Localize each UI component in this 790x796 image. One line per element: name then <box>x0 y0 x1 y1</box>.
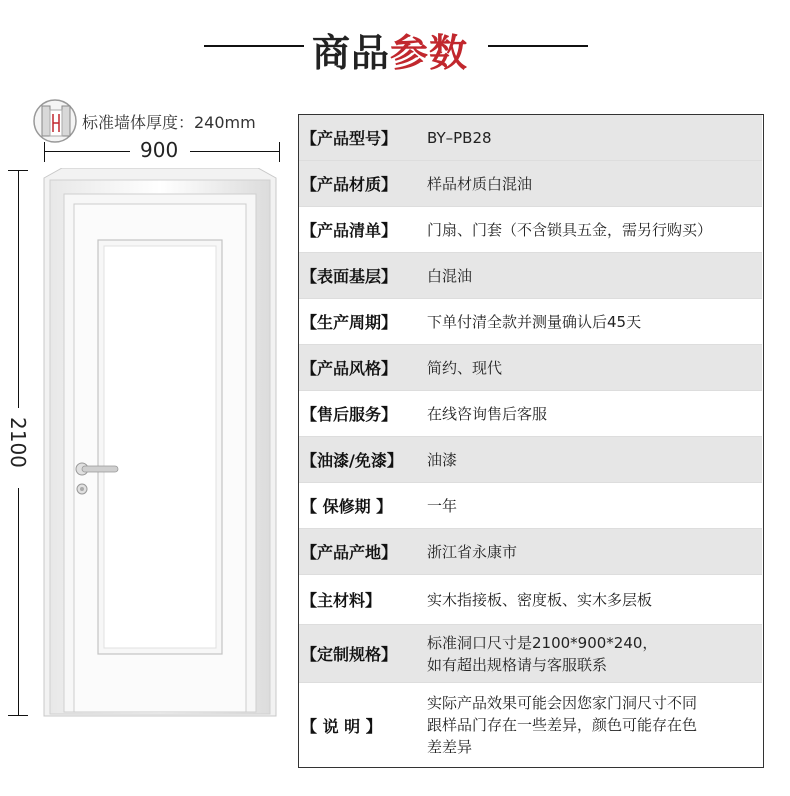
page-header <box>0 14 790 74</box>
width-dimension <box>44 138 280 166</box>
spec-row <box>299 437 762 483</box>
height-dimension <box>0 170 36 716</box>
spec-row <box>299 529 762 575</box>
height-line-bottom <box>18 488 19 716</box>
spec-key: 【 说 明 】 <box>301 716 382 736</box>
title-part-1: 商品 <box>312 31 391 75</box>
spec-value: 浙江省永康市 <box>427 542 518 561</box>
spec-row <box>299 161 762 207</box>
spec-value: 白混油 <box>427 266 473 285</box>
spec-key: 【主材料】 <box>301 591 382 610</box>
width-line-left <box>44 151 130 152</box>
spec-row <box>299 207 762 253</box>
page-title <box>312 22 468 77</box>
spec-row <box>299 625 762 683</box>
spec-key: 【 保修期 】 <box>301 497 393 516</box>
spec-key: 【产品型号】 <box>301 129 398 148</box>
door-illustration <box>40 168 280 720</box>
spec-value: 简约、现代 <box>427 358 503 377</box>
spec-key: 【产品材质】 <box>301 175 398 194</box>
spec-key: 【产品产地】 <box>301 543 398 562</box>
spec-value: 标准洞口尺寸是2100*900*240， 如有超出规格请与客服联系 <box>427 633 658 674</box>
spec-row <box>299 345 762 391</box>
title-part-2: 参数 <box>390 31 469 75</box>
spec-value: BY–PB28 <box>427 128 492 147</box>
spec-key: 【定制规格】 <box>301 645 398 664</box>
spec-value: 一年 <box>427 496 458 515</box>
height-line-top <box>18 170 19 408</box>
spec-row <box>299 683 762 767</box>
spec-row <box>299 391 762 437</box>
title-divider-right <box>488 45 588 47</box>
spec-row <box>299 253 762 299</box>
width-tick-right <box>279 142 280 162</box>
width-line-right <box>190 151 280 152</box>
door-handle-lever <box>82 466 118 472</box>
spec-row <box>299 299 762 345</box>
spec-table <box>298 114 764 768</box>
spec-value: 样品材质白混油 <box>427 174 533 193</box>
spec-row <box>299 575 762 625</box>
width-tick-left <box>44 142 45 162</box>
wall-thickness-label: 标准墙体厚度：240mm <box>82 113 256 132</box>
spec-value: 门扇、门套（不含锁具五金，需另行购买） <box>427 220 713 239</box>
spec-value: 实木指接板、密度板、实木多层板 <box>427 590 653 609</box>
spec-key: 【产品风格】 <box>301 359 398 378</box>
height-tick-bottom <box>8 715 28 716</box>
spec-key: 【油漆/免漆】 <box>301 451 403 470</box>
spec-row <box>299 483 762 529</box>
spec-row <box>299 115 762 161</box>
spec-value: 油漆 <box>427 450 458 469</box>
spec-key: 【售后服务】 <box>301 405 398 424</box>
spec-key: 【产品清单】 <box>301 221 398 240</box>
width-label: 900 <box>140 138 179 162</box>
title-divider-left <box>204 45 304 47</box>
height-label: 2100 <box>6 417 30 468</box>
spec-value: 实际产品效果可能会因您家门洞尺寸不同 跟样品门存在一些差异，颜色可能存在色 差差异 <box>427 694 698 756</box>
spec-value: 在线咨询售后客服 <box>427 404 548 423</box>
spec-value: 下单付清全款并测量确认后45天 <box>427 312 642 331</box>
spec-key: 【生产周期】 <box>301 313 398 332</box>
spec-key: 【表面基层】 <box>301 267 398 286</box>
